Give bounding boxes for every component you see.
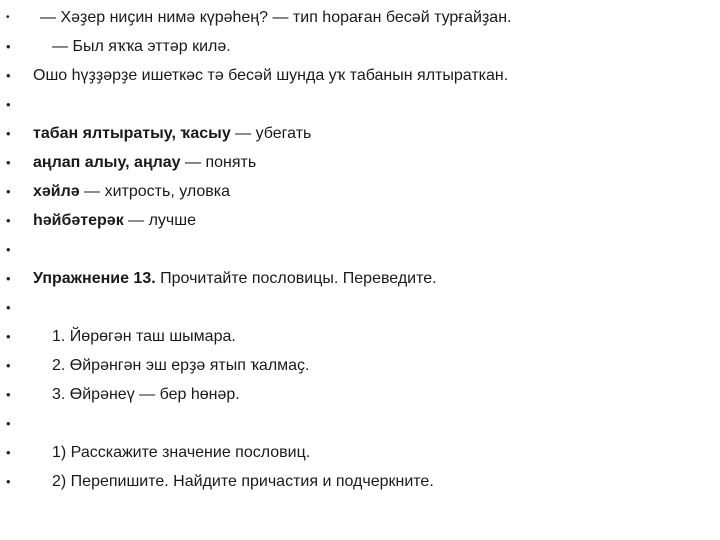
vocab-translation: — убегать	[230, 125, 312, 142]
proverb-2	[0, 356, 720, 385]
vocab-term: аңлап алыу, аңлау	[33, 154, 181, 171]
bullet: •	[6, 97, 11, 112]
exercise-heading	[0, 269, 720, 298]
task-1	[0, 443, 720, 472]
exercise-number: Упражнение 13.	[33, 270, 156, 287]
proverb-text: 2. Өйрәнгән эш ерҙә ятып ҡалмаҫ.	[52, 357, 310, 374]
vocab-translation: — понять	[180, 154, 257, 171]
vocab-translation: — хитрость, уловка	[79, 183, 231, 200]
bullet: •	[6, 387, 11, 402]
proverb-3	[0, 385, 720, 414]
vocab-item-3	[0, 182, 720, 211]
bullet: •	[6, 39, 11, 54]
vocab-item-2	[0, 153, 720, 182]
dialogue-line: — Был яҡҡа эттәр килә.	[52, 38, 231, 55]
proverb-text: 1. Йөрөгән таш шымара.	[52, 328, 236, 345]
bullet: •	[6, 474, 11, 489]
dialogue-line: — Хәҙер ниҫин нимә күрәһең? — тип һораған бесәй турғайҙан.	[40, 9, 512, 26]
bullet: •	[6, 445, 11, 460]
proverb-text: 3. Өйрәнеү — бер һөнәр.	[52, 386, 240, 403]
bullet: •	[6, 126, 11, 141]
bullet: •	[6, 213, 11, 228]
task-text: 2) Перепишите. Найдите причастия и подчеркните.	[52, 473, 434, 490]
proverb-1	[0, 327, 720, 356]
line-11-empty	[0, 298, 720, 327]
vocab-term: һәйбәтерәк	[33, 212, 124, 229]
bullet: •	[6, 155, 11, 170]
bullet: •	[6, 184, 11, 199]
line-3	[0, 66, 720, 95]
line-1	[0, 8, 720, 37]
task-2	[0, 472, 720, 501]
bullet: •	[6, 300, 11, 315]
line-2	[0, 37, 720, 66]
vocab-term: табан ялтыратыу, ҡасыу	[33, 125, 231, 142]
line-15-empty	[0, 414, 720, 443]
exercise-instruction: Прочитайте пословицы. Переведите.	[155, 270, 437, 287]
bullet: •	[6, 416, 11, 431]
narration-line: Ошо һүҙҙәрҙе ишеткәс тә бесәй шунда уҡ табанын ялтыраткан.	[33, 67, 509, 84]
line-9-empty	[0, 240, 720, 269]
bullet: •	[6, 271, 11, 286]
bullet: •	[6, 242, 11, 257]
task-text: 1) Расскажите значение пословиц.	[52, 444, 311, 461]
bullet: •	[6, 329, 11, 344]
vocab-term: хәйлә	[33, 183, 80, 200]
bullet: •	[6, 12, 10, 23]
vocab-item-1	[0, 124, 720, 153]
vocab-translation: — лучше	[123, 212, 196, 229]
bullet: •	[6, 358, 11, 373]
bullet: •	[6, 68, 11, 83]
vocab-item-4	[0, 211, 720, 240]
line-4-empty	[0, 95, 720, 124]
